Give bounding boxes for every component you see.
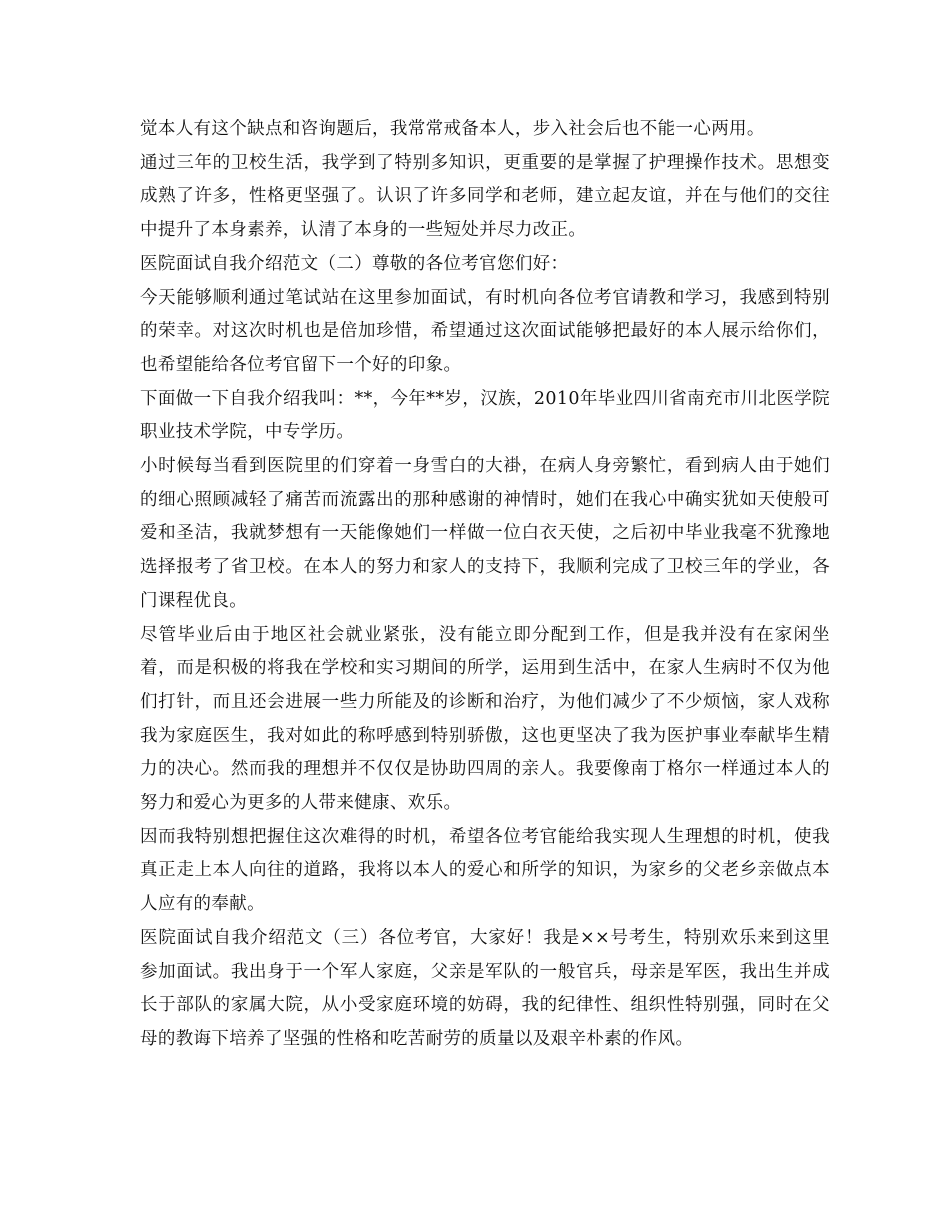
paragraph: 尽管毕业后由于地区社会就业紧张，没有能立即分配到工作，但是我并没有在家闲坐着，而是积极的将我在学校和实习期间的所学，运用到生活中，在家人生病时不仅为他们打针，而且还会进展一些力所能及的诊断和治疗，为他们减少了不少烦恼，家人戏称我为家庭医生，我对如此的称呼感到特别骄傲，这也更坚决了我为医护事业奉献毕生精力的决心。然而我的理想并不仅仅是协助四周的亲人。我要像南丁格尔一样通过本人的努力和爱心为更多的人带来健康、欢乐。 bbox=[140, 624, 830, 814]
paragraph: 小时候每当看到医院里的们穿着一身雪白的大褂，在病人身旁繁忙，看到病人由于她们的细心照顾减轻了痛苦而流露出的那种感谢的神情时，她们在我心中确实犹如天使般可爱和圣洁，我就梦想有一天能像她们一样做一位白衣天使，之后初中毕业我毫不犹豫地选择报考了省卫校。在本人的努力和家人的支持下，我顺利完成了卫校三年的学业，各门课程优良。 bbox=[140, 456, 830, 611]
paragraph: 觉本人有这个缺点和咨询题后，我常常戒备本人，步入社会后也不能一心两用。 bbox=[140, 119, 765, 139]
paragraph: 下面做一下自我介绍我叫：**，今年**岁，汉族，2010年毕业四川省南充市川北医学院职业技术学院，中专学历。 bbox=[140, 388, 830, 443]
paragraph: 因而我特别想把握住这次难得的时机，希望各位考官能给我实现人生理想的时机，使我真正走上本人向往的道路，我将以本人的爱心和所学的知识，为家乡的父老乡亲做点本人应有的奉献。 bbox=[140, 826, 830, 915]
document-body bbox=[140, 113, 830, 1057]
section-heading-paragraph: 医院面试自我介绍范文（三）各位考官，大家好！我是××号考生，特别欢乐来到这里参加面试。我出身于一个军人家庭，父亲是军队的一般官兵，母亲是军医，我出生并成长于部队的家属大院，从小受家庭环境的妨碍，我的纪律性、组织性特别强，同时在父母的教诲下培养了坚强的性格和吃苦耐劳的质量以及艰辛朴素的作风。 bbox=[140, 927, 830, 1049]
paragraph: 通过三年的卫校生活，我学到了特别多知识，更重要的是掌握了护理操作技术。思想变成熟了许多，性格更坚强了。认识了许多同学和老师，建立起友谊，并在与他们的交往中提升了本身素养，认清了本身的一些短处并尽力改正。 bbox=[140, 152, 830, 241]
section-heading-paragraph: 医院面试自我介绍范文（二）尊敬的各位考官您们好： bbox=[140, 253, 569, 274]
paragraph: 今天能够顺利通过笔试站在这里参加面试，有时机向各位考官请教和学习，我感到特别的荣幸。对这次时机也是倍加珍惜，希望通过这次面试能够把最好的本人展示给你们，也希望能给各位考官留下一个好的印象。 bbox=[140, 287, 830, 375]
